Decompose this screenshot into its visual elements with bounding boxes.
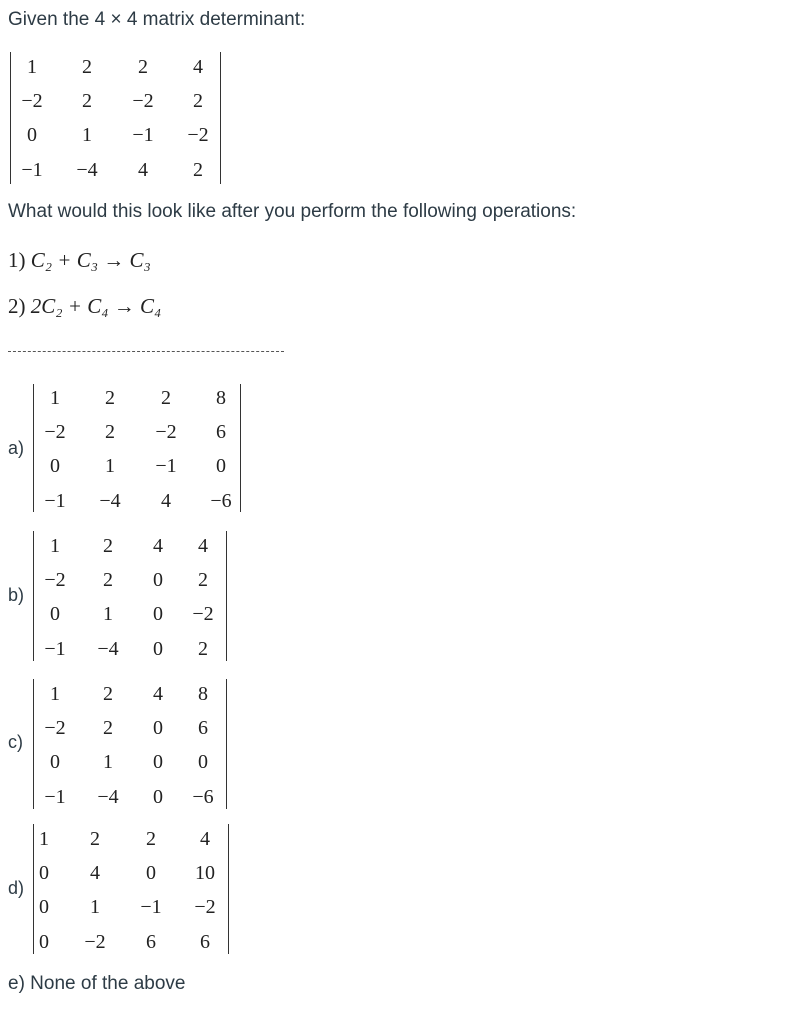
matrix-cell: 2 [105, 421, 115, 443]
matrix-cell: −2 [21, 90, 43, 112]
matrix-cell: 6 [200, 931, 210, 953]
matrix-cell: −2 [155, 421, 177, 443]
matrix-cell: 0 [198, 751, 208, 773]
option-d-label[interactable]: d) [8, 878, 25, 898]
operation-1-expr: C₂ + C₃ → C₃ [30, 248, 151, 272]
matrix-cell: 2 [146, 828, 156, 850]
left-determinant-bar [33, 531, 34, 661]
matrix-cell: 0 [153, 786, 163, 808]
matrix-cell: −1 [44, 490, 66, 512]
matrix-cell: 1 [90, 896, 100, 918]
matrix-cell: 4 [90, 862, 100, 884]
matrix-cell: 4 [153, 535, 163, 557]
matrix-cell: 6 [146, 931, 156, 953]
option-b-label[interactable]: b) [8, 585, 25, 605]
matrix-cell: 4 [198, 535, 208, 557]
matrix-cell: 2 [103, 717, 113, 739]
matrix-cell: 1 [50, 683, 60, 705]
matrix-cell: 0 [39, 931, 49, 953]
matrix-cell: 2 [82, 56, 92, 78]
option-e-label[interactable]: e) None of the above [8, 973, 186, 994]
matrix-cell: 0 [50, 603, 60, 625]
question-intro: Given the 4 × 4 matrix determinant: [8, 9, 306, 30]
matrix-cell: −2 [44, 421, 66, 443]
matrix-cell: −6 [210, 490, 232, 512]
operation-1-number: 1) [8, 248, 26, 272]
matrix-cell: 4 [138, 159, 148, 181]
matrix-cell: −4 [97, 638, 119, 660]
option-a-matrix [33, 384, 241, 512]
left-determinant-bar [33, 824, 34, 954]
matrix-cell: −2 [84, 931, 106, 953]
option-a-label[interactable]: a) [8, 438, 25, 458]
matrix-cell: 6 [198, 717, 208, 739]
matrix-cell: 0 [216, 455, 226, 477]
matrix-cell: 0 [27, 124, 37, 146]
matrix-cell: −4 [99, 490, 121, 512]
matrix-cell: 0 [50, 455, 60, 477]
matrix-cell: −1 [140, 896, 162, 918]
matrix-cell: −2 [44, 717, 66, 739]
matrix-cell: 2 [198, 638, 208, 660]
right-determinant-bar [220, 52, 221, 184]
matrix-cell: 2 [103, 535, 113, 557]
matrix-cell: 1 [27, 56, 37, 78]
matrix-cell: 0 [153, 717, 163, 739]
matrix-cell: −2 [187, 124, 209, 146]
operation-1 [8, 248, 151, 273]
matrix-cell: 1 [82, 124, 92, 146]
matrix-cell: 0 [39, 862, 49, 884]
matrix-cell: 0 [50, 751, 60, 773]
matrix-cell: 4 [200, 828, 210, 850]
matrix-cell: 0 [153, 638, 163, 660]
matrix-cell: 1 [50, 535, 60, 557]
matrix-cell: 0 [153, 751, 163, 773]
matrix-cell: 2 [161, 387, 171, 409]
matrix-cell: −6 [192, 786, 214, 808]
matrix-cell: 1 [105, 455, 115, 477]
matrix-cell: 4 [161, 490, 171, 512]
separator-line [8, 351, 284, 352]
matrix-cell: −2 [192, 603, 214, 625]
matrix-cell: 1 [39, 828, 49, 850]
operation-2-number: 2) [8, 294, 26, 318]
matrix-cell: −1 [132, 124, 154, 146]
right-determinant-bar [228, 824, 229, 954]
matrix-cell: 1 [103, 751, 113, 773]
matrix-cell: 4 [153, 683, 163, 705]
right-determinant-bar [226, 679, 227, 809]
matrix-cell: 2 [82, 90, 92, 112]
matrix-cell: −4 [97, 786, 119, 808]
matrix-cell: 2 [193, 159, 203, 181]
matrix-cell: 1 [103, 603, 113, 625]
matrix-cell: −2 [194, 896, 216, 918]
matrix-cell: 2 [193, 90, 203, 112]
matrix-cell: 0 [146, 862, 156, 884]
matrix-cell: 0 [39, 896, 49, 918]
matrix-cell: −4 [76, 159, 98, 181]
matrix-cell: −1 [44, 638, 66, 660]
matrix-cell: 2 [103, 569, 113, 591]
left-determinant-bar [33, 679, 34, 809]
left-determinant-bar [33, 384, 34, 512]
option-b-matrix [33, 531, 227, 661]
matrix-cell: 0 [153, 569, 163, 591]
left-determinant-bar [10, 52, 11, 184]
option-c-matrix [33, 679, 227, 809]
matrix-cell: −1 [21, 159, 43, 181]
matrix-cell: 10 [195, 862, 215, 884]
right-determinant-bar [226, 531, 227, 661]
option-c-label[interactable]: c) [8, 732, 23, 752]
matrix-cell: 0 [153, 603, 163, 625]
matrix-cell: 2 [90, 828, 100, 850]
question-prompt: What would this look like after you perform the following operations: [8, 201, 577, 222]
matrix-cell: 4 [193, 56, 203, 78]
matrix-cell: 8 [216, 387, 226, 409]
matrix-cell: −2 [44, 569, 66, 591]
matrix-cell: 8 [198, 683, 208, 705]
matrix-cell: −1 [44, 786, 66, 808]
matrix-cell: 1 [50, 387, 60, 409]
matrix-cell: −2 [132, 90, 154, 112]
matrix-cell: 2 [103, 683, 113, 705]
matrix-cell: 2 [198, 569, 208, 591]
matrix-cell: 2 [105, 387, 115, 409]
given-matrix [10, 52, 222, 184]
option-d-matrix [33, 824, 229, 954]
matrix-cell: −1 [155, 455, 177, 477]
matrix-cell: 2 [138, 56, 148, 78]
right-determinant-bar [240, 384, 241, 512]
operation-2-expr: 2C₂ + C₄ → C₄ [30, 294, 162, 318]
matrix-cell: 6 [216, 421, 226, 443]
operation-2 [8, 294, 161, 319]
